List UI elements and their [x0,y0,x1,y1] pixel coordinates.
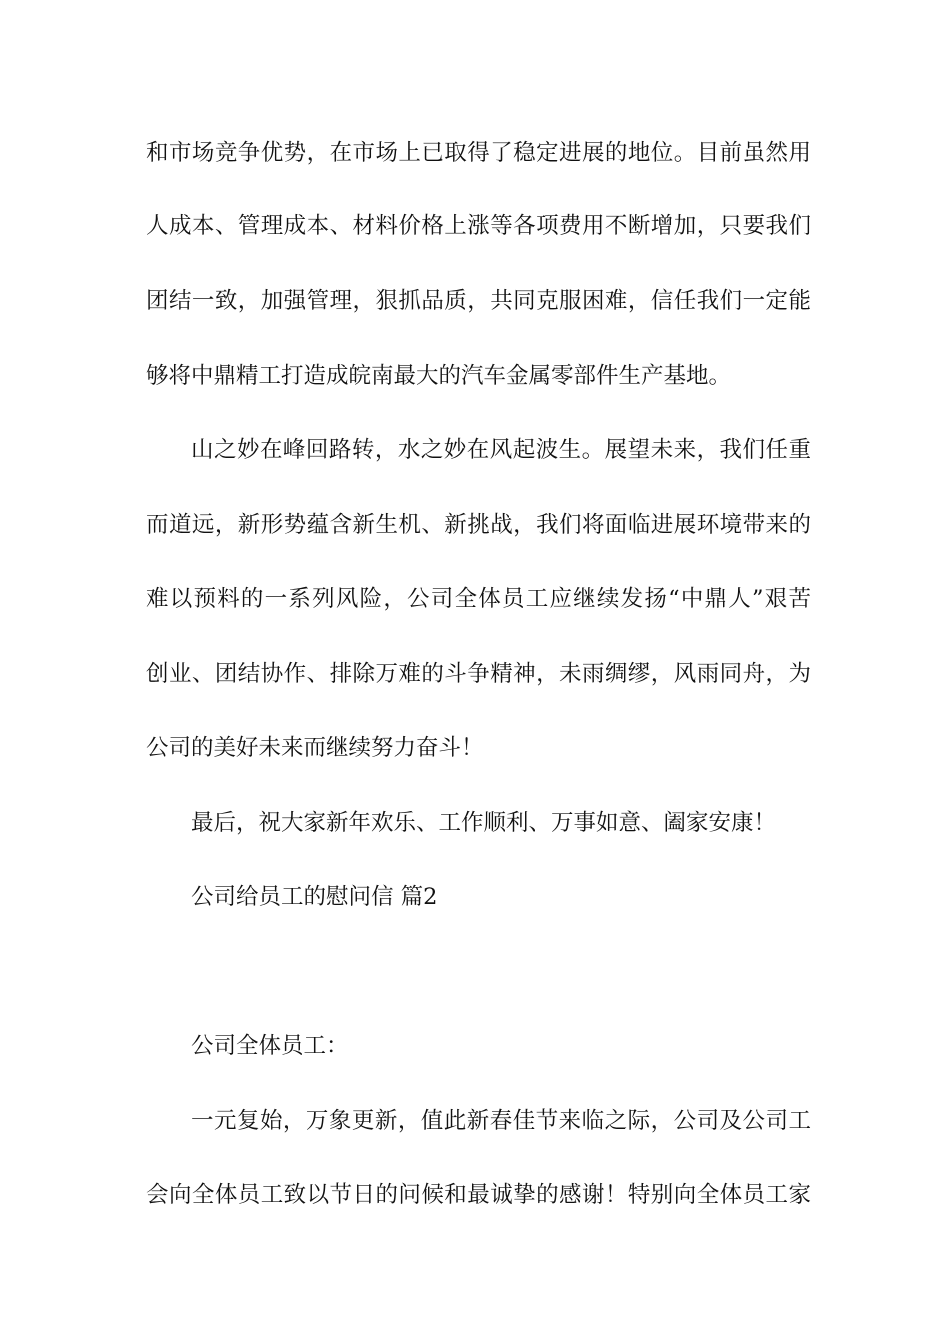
text-line: 公司的美好未来而继续努力奋斗！ [146,735,484,761]
text-line: 和市场竞争优势，在市场上已取得了稳定进展的地位。目前虽然用 [146,140,811,166]
text-line: 够将中鼎精工打造成皖南最大的汽车金属零部件生产基地。 [146,363,732,389]
salutation: 公司全体员工： [191,1033,349,1059]
text-line: 创业、团结协作、排除万难的斗争精神，未雨绸缪，风雨同舟，为 [146,661,811,687]
text-line: 山之妙在峰回路转，水之妙在风起波生。展望未来，我们任重 [191,437,811,463]
text-line: 一元复始，万象更新，值此新春佳节来临之际，公司及公司工 [191,1108,811,1134]
text-line: 会向全体员工致以节日的问候和最诚挚的感谢！特别向全体员工家 [146,1182,811,1208]
text-line: 团结一致，加强管理，狠抓品质，共同克服困难，信任我们一定能 [146,288,811,314]
section-heading: 公司给员工的慰问信 篇2 [191,884,438,910]
text-line: 难以预料的一系列风险，公司全体员工应继续发扬“中鼎人”艰苦 [146,586,811,612]
text-line: 人成本、管理成本、材料价格上涨等各项费用不断增加，只要我们 [146,213,811,239]
text-line: 而道远，新形势蕴含新生机、新挑战，我们将面临进展环境带来的 [146,512,811,538]
text-line: 最后，祝大家新年欢乐、工作顺利、万事如意、阖家安康！ [191,810,777,836]
